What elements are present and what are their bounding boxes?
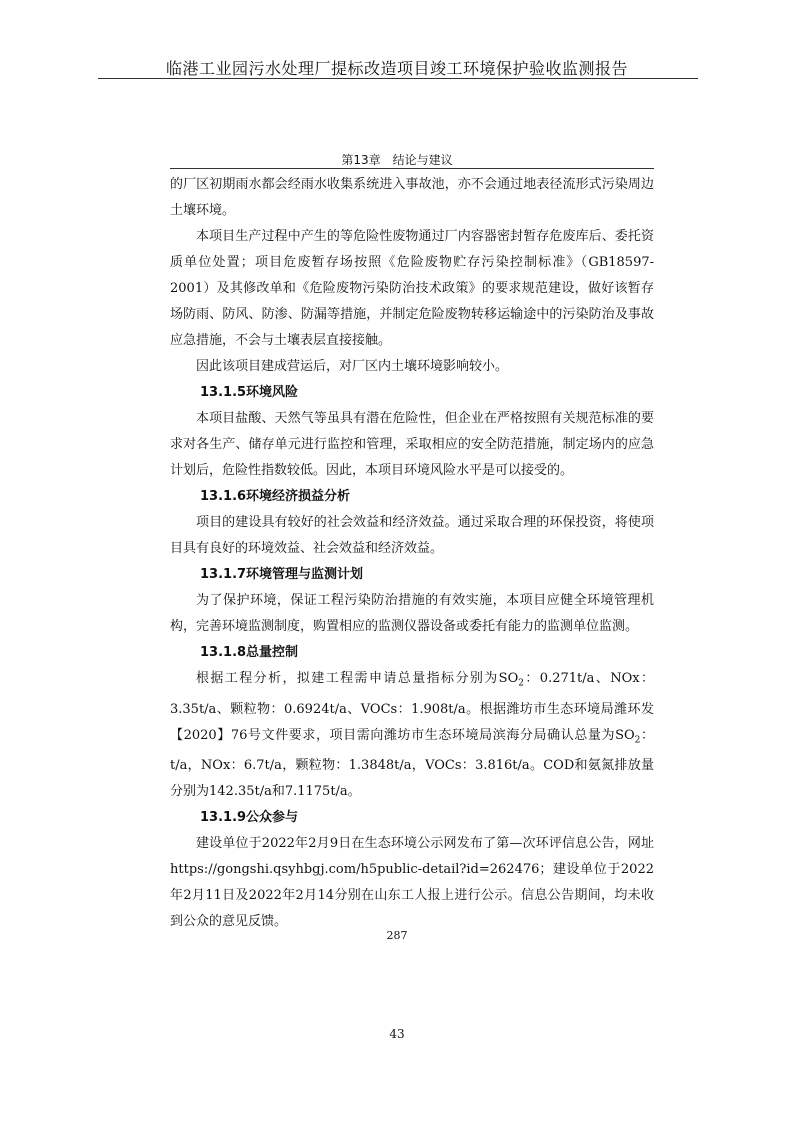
paragraph-continuation: 的厂区初期雨水都会经雨水收集系统进入事故池，亦不会通过地表径流形式污染周边土壤环境。: [170, 177, 654, 218]
paragraph-economic-analysis: 项目的建设具有较好的社会效益和经济效益。通过采取合理的环保投资，将使项目具有良好的环境效益、社会效益和经济效益。: [170, 515, 654, 556]
section-heading-public-participation: 13.1.9公众参与: [200, 810, 299, 826]
total-control-text-c: ：t/a，NOx：6.7t/a，颗粒物：1.3848t/a，VOCs：3.816t/a。COD和氨氮排放量分别为142.35t/a和7.1175t/a。: [170, 727, 654, 800]
section-heading-management-monitoring: 13.1.7环境管理与监测计划: [200, 567, 364, 582]
paragraph-total-control: [170, 666, 654, 805]
so2-subscript: 2: [634, 735, 641, 746]
report-header-title: 临港工业园污水处理厂提标改造项目竣工环境保护验收监测报告: [165, 59, 628, 78]
section-heading-environmental-risk: 13.1.5环境风险: [200, 385, 299, 400]
so2-subscript: 2: [518, 678, 524, 689]
paragraph-hazardous-waste: 本项目生产过程中产生的等危险性废物通过厂内容器密封暂存危废库后、委托资质单位处置；项目危废暂存场按照《危险废物贮存污染控制标准》（GB18597-2001）及其修改单和《危险废物污染防治技术政策》的要求规范建设，做好该暂存场防雨、防风、防渗、防漏等措施，并制定危险废物转移运输途中的污染防治及事故应急措施，不会与土壤表层直接接触。: [170, 229, 654, 348]
document-body: [170, 172, 654, 935]
section-heading-economic-analysis: 13.1.6环境经济损益分析: [200, 489, 351, 504]
total-control-text-a: 根据工程分析，拟建工程需申请总量指标分别为SO: [196, 671, 519, 686]
inner-page-number: 287: [386, 929, 408, 942]
outer-page-number: 43: [389, 1027, 405, 1041]
chapter-label: 第13章 结论与建议: [341, 153, 453, 167]
paragraph-public-participation: 建设单位于2022年2月9日在生态环境公示网发布了第—次环评信息公告，网址https://gongshi.qsyhbgj.com/h5public-detail?id=262476；建设单位于2022年2月11日及2022年2月14分别在山东工人报上进行公示。信息公告期间，均未收到公众的意见反馈。: [170, 836, 654, 930]
header-divider: [98, 78, 698, 79]
paragraph-soil-conclusion: 因此该项目建成营运后，对厂区内土壤环境影响较小。: [196, 359, 509, 374]
paragraph-environmental-risk: 本项目盐酸、天然气等虽具有潜在危险性，但企业在严格按照有关规范标准的要求对各生产、储存单元进行监控和管理，采取相应的安全防范措施，制定场内的应急计划后，危险性指数较低。因此，本项目环境风险水平是可以接受的。: [170, 411, 654, 478]
chapter-divider: [170, 168, 654, 169]
section-heading-total-control: 13.1.8总量控制: [200, 645, 299, 660]
paragraph-management-monitoring: 为了保护环境，保证工程污染防治措施的有效实施，本项目应健全环境管理机构，完善环境监测制度，购置相应的监测仪器设备或委托有能力的监测单位监测。: [170, 593, 654, 634]
total-control-text-b: ：0.271t/a、NOx：3.35t/a、颗粒物：0.6924t/a、VOCs：1.908t/a。根据潍坊市生态环境局潍环发【2020】76号文件要求，项目需向潍坊市生态环境局滨海分局确认总量为SO: [170, 671, 654, 743]
